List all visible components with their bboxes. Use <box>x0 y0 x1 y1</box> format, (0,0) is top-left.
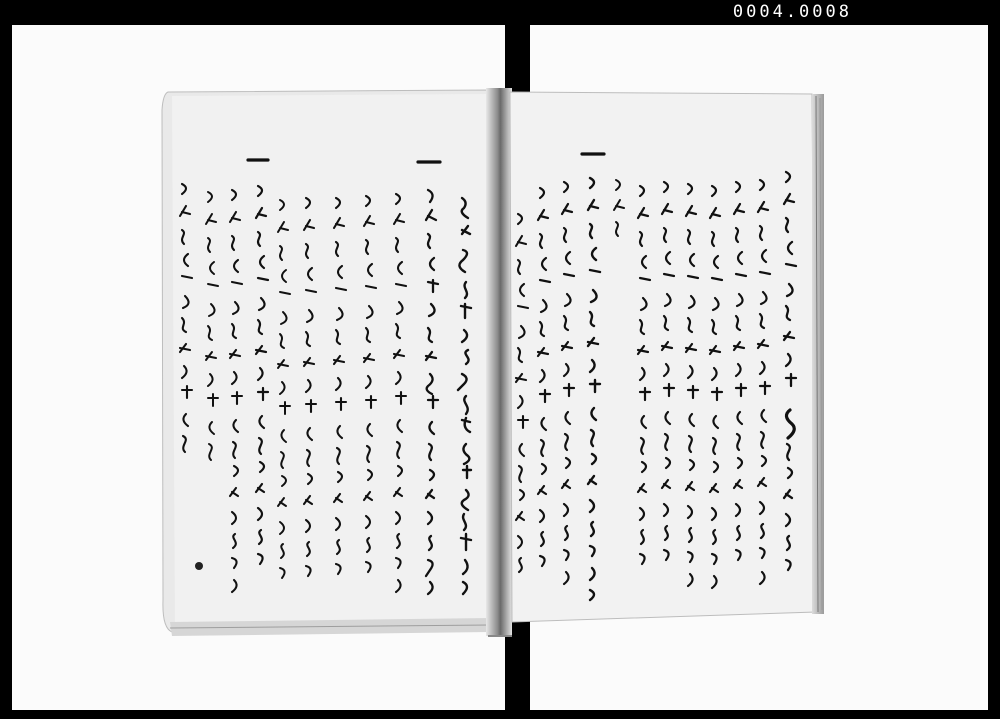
manuscript-page-right <box>510 92 824 622</box>
ink-blot <box>195 562 203 570</box>
manuscript-page-left <box>162 90 492 636</box>
binding-gutter <box>486 88 512 636</box>
frame-number: 0004.0008 <box>732 2 852 22</box>
